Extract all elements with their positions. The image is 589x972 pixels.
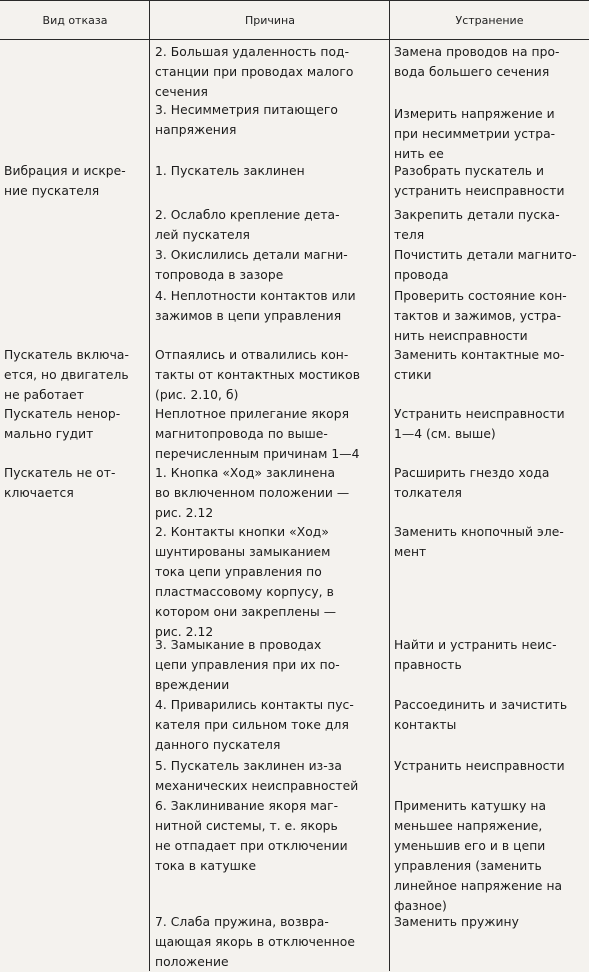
column-divider [149, 0, 150, 971]
row-14-cause: 6. Заклинивание якоря маг- нитной системы, т. е. якорь не отпадает при отключении тока в катушке [155, 799, 348, 873]
row-12-cause: 4. Приварились контакты пус- кателя при сильном токе для данного пускателя [155, 698, 354, 752]
row-2-fix: Измерить напряжение и при несимметрии устра- нить ее [394, 107, 556, 161]
row-1-cause: 2. Большая удаленность под- станции при проводах малого сечения [155, 45, 354, 99]
column-divider [389, 0, 390, 971]
header-top-border [0, 0, 589, 1]
row-8-cause: Неплотное прилегание якоря магнитопровода по выше- перечисленным причинам 1—4 [155, 407, 360, 461]
header-cause: Причина [245, 13, 295, 27]
row-15-fix: Заменить пружину [394, 915, 519, 929]
row-6-fix: Проверить состояние кон- тактов и зажимов, устра- нить неисправности [394, 289, 567, 343]
row-1-fix: Замена проводов на про- вода большего сечения [394, 45, 560, 79]
row-13-cause: 5. Пускатель заклинен из-за механических неисправностей [155, 759, 359, 793]
row-4-fix: Закрепить детали пуска- теля [394, 208, 560, 242]
header-fault-type: Вид отказа [42, 13, 108, 27]
row-7-kind: Пускатель включа- ется, но двигатель не работает [4, 348, 129, 402]
row-12-fix: Рассоединить и зачистить контакты [394, 698, 568, 732]
row-6-cause: 4. Неплотности контактов или зажимов в цепи управления [155, 289, 356, 323]
row-5-cause: 3. Окислились детали магни- топровода в зазоре [155, 248, 348, 282]
row-9-kind: Пускатель не от- ключается [4, 466, 116, 500]
row-13-fix: Устранить неисправности [394, 759, 565, 773]
header-remedy: Устранение [455, 13, 524, 27]
row-2-cause: 3. Несимметрия питающего напряжения [155, 103, 339, 137]
row-9-fix: Расширить гнездо хода толкателя [394, 466, 550, 500]
row-9-cause: 1. Кнопка «Ход» заклинена во включенном положении — рис. 2.12 [155, 466, 350, 520]
header-bottom-border [0, 39, 589, 40]
row-3-fix: Разобрать пускатель и устранить неисправности [394, 164, 565, 198]
row-15-cause: 7. Слаба пружина, возвра- щающая якорь в отключенное положение [155, 915, 355, 969]
row-7-fix: Заменить контактные мо- стики [394, 348, 565, 382]
row-4-cause: 2. Ослабло крепление дета- лей пускателя [155, 208, 340, 242]
row-10-fix: Заменить кнопочный эле- мент [394, 525, 564, 559]
row-7-cause: Отпаялись и отвалились кон- такты от контактных мостиков (рис. 2.10, б) [155, 348, 361, 402]
row-14-fix: Применить катушку на меньшее напряжение, уменьшив его и в цепи управления (заменить линейное напряжение на фазное) [394, 799, 563, 913]
row-3-cause: 1. Пускатель заклинен [155, 164, 305, 178]
row-5-fix: Почистить детали магнито- провода [394, 248, 577, 282]
row-11-cause: 3. Замыкание в проводах цепи управления при их по- вреждении [155, 638, 340, 692]
row-11-fix: Найти и устранить неис- правность [394, 638, 557, 672]
row-10-cause: 2. Контакты кнопки «Ход» шунтированы замыканием тока цепи управления по пластмассовому корпусу, в котором они закреплены — рис. 2.12 [155, 525, 337, 639]
row-8-kind: Пускатель ненор- мально гудит [4, 407, 121, 441]
row-8-fix: Устранить неисправности 1—4 (см. выше) [394, 407, 565, 441]
row-3-kind: Вибрация и искре- ние пускателя [4, 164, 126, 198]
